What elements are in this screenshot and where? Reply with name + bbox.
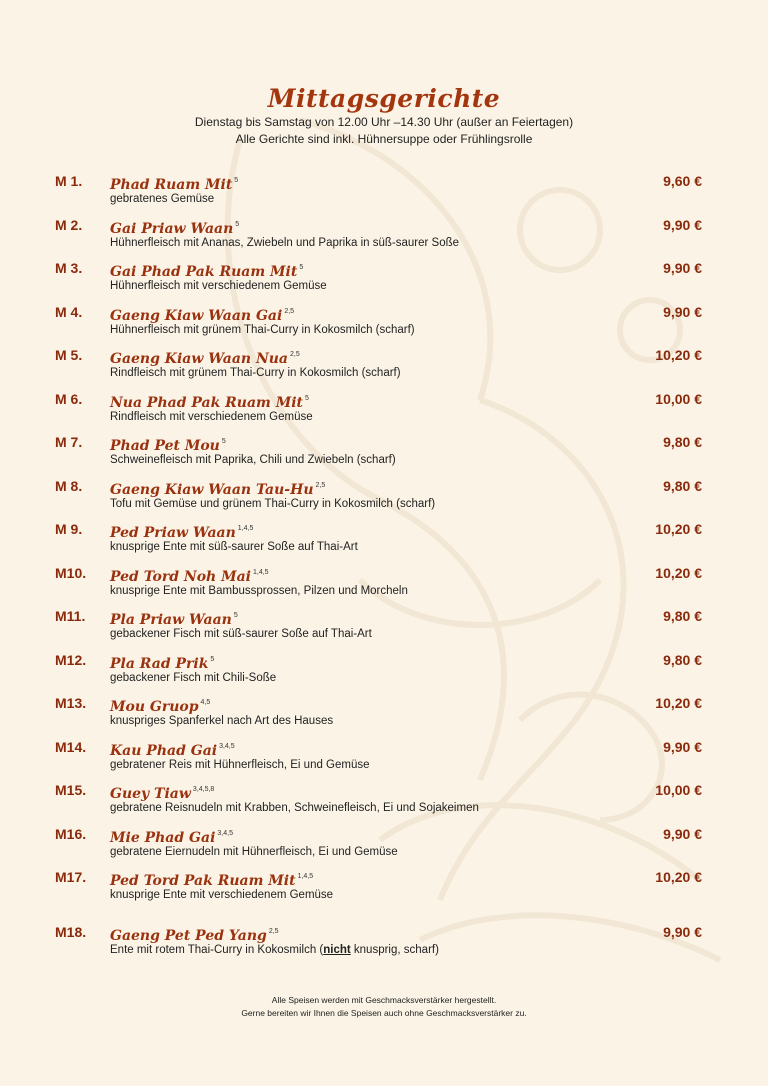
item-description: gebratene Eiernudeln mit Hühnerfleisch, Ei und Gemüse [110,845,398,858]
menu-item-m14 [0,738,768,782]
menu-item-m9 [0,520,768,564]
item-price: 9,80 € [663,608,702,624]
item-price: 9,80 € [663,434,702,450]
additive-notes: 2,5 [284,307,295,315]
item-name: Gai Priaw Waan $^5$ [110,220,240,237]
footer-line-1: Alle Speisen werden mit Geschmacksverstärker hergestellt. [271,995,497,1005]
item-description: knusprige Ente mit verschiedenem Gemüse [110,889,334,901]
item-price: 9,90 € [663,923,702,940]
item-description: knusprige Ente mit Bambussprossen, Pilzen und Morcheln [110,584,408,597]
item-code: M 1. [55,173,83,189]
item-name: Mou Gruop $^{4,5}$ [110,699,211,715]
menu-item-m18 [0,923,768,967]
item-description: knusprige Ente mit süß-saurer Soße auf Thai-Art [110,541,358,553]
item-price: 10,00 € [655,782,702,798]
additive-notes: 5 [210,655,215,663]
menu-item-m16 [0,825,768,869]
additive-notes: 3,4,5,8 [192,786,215,793]
additive-notes: 2,5 [290,351,300,358]
item-price: 10,00 € [655,390,702,407]
additive-notes: 5 [305,394,309,402]
item-description: Rindfleisch mit grünem Thai-Curry in Kokosmilch (scharf) [110,367,401,379]
item-name: Phad Pet Mou $^5$ [110,438,226,454]
additive-notes: 2,5 [268,927,279,935]
item-name: Ped Priaw Waan $^{1,4,5}$ [110,525,254,541]
item-code: M16. [55,825,87,842]
item-price: 9,90 € [663,216,702,233]
emphasis-nicht: nicht [323,943,351,956]
menu-item-m4 [0,303,768,347]
item-price: 10,20 € [655,695,702,711]
additive-notes: 5 [299,264,304,271]
item-name: Nua Phad Pak Ruam Mit $^5$ [110,394,309,411]
item-price: 9,90 € [663,260,702,276]
menu-item-m7 [0,433,768,477]
item-description: Tofu mit Gemüse und grünem Thai-Curry in Kokosmilch (scharf) [110,497,436,510]
included-note: Alle Gerichte sind inkl. Hühnersuppe oder Frühlingsrolle [235,132,533,146]
item-name: Pla Priaw Waan $^5$ [110,612,238,628]
item-code: M 3. [55,260,83,276]
item-code: M12. [55,651,87,668]
item-code: M15. [55,782,87,798]
item-code: M11. [55,608,86,624]
item-description: gebackener Fisch mit süß-saurer Soße auf Thai-Art [110,628,372,640]
item-price: 10,20 € [655,347,702,363]
item-name: Gaeng Kiaw Waan Gai $^{2,5}$ [110,307,295,324]
item-description: Hühnerfleisch mit verschiedenem Gemüse [110,280,327,292]
additive-notes: 5 [235,220,240,228]
menu-item-m10 [0,564,768,608]
item-description: gebratenes Gemüse [110,193,215,205]
item-price: 9,80 € [663,651,702,668]
item-code: M13. [55,695,87,711]
item-code: M 6. [55,390,83,407]
item-description: Ente mit rotem Thai-Curry in Kokosmilch (nicht knusprig, scharf) [110,943,439,956]
additive-notes: 5 [221,438,226,445]
additive-notes: 1,4,5 [297,873,314,880]
item-description: gebratener Reis mit Hühnerfleisch, Ei und Gemüse [110,758,370,771]
item-name: Gaeng Kiaw Waan Nua $^{2,5}$ [110,351,300,367]
item-price: 10,20 € [655,521,702,537]
item-name: Gai Phad Pak Ruam Mit $^5$ [110,264,304,280]
menu-item-m13 [0,694,768,738]
item-code: M18. [55,923,87,940]
item-description: gebratene Reisnudeln mit Krabben, Schweinefleisch, Ei und Sojakeimen [110,802,479,814]
item-description: knuspriges Spanferkel nach Art des Hauses [110,715,334,727]
additive-notes: 4,5 [200,699,211,706]
additive-notes: 5 [233,612,238,619]
menu-list [0,172,768,966]
item-description: Hühnerfleisch mit Ananas, Zwiebeln und Paprika in süß-saurer Soße [110,236,460,249]
item-price: 9,80 € [663,477,702,494]
menu-header [0,84,768,148]
item-code: M17. [55,869,87,885]
item-price: 10,20 € [655,869,702,885]
item-name: Gaeng Kiaw Waan Tau-Hu $^{2,5}$ [110,481,326,498]
item-description: Hühnerfleisch mit grünem Thai-Curry in Kokosmilch (scharf) [110,323,415,336]
item-code: M 5. [55,347,83,363]
item-code: M 9. [55,521,83,537]
item-code: M 2. [55,216,83,233]
item-price: 9,90 € [663,738,702,755]
item-price: 9,90 € [663,825,702,842]
page-title: Mittagsgerichte [267,84,501,113]
menu-item-m8 [0,477,768,521]
item-name: Guey Tiaw $^{3,4,5,8}$ [110,786,215,802]
additive-notes: 1,4,5 [252,568,269,576]
item-description: Rindfleisch mit verschiedenem Gemüse [110,410,313,423]
item-name: Phad Ruam Mit $^5$ [110,177,239,193]
item-description: gebackener Fisch mit Chili-Soße [110,671,277,684]
menu-item-m5 [0,346,768,390]
additive-notes: 1,4,5 [237,525,254,532]
service-hours: Dienstag bis Samstag von 12.00 Uhr –14.30 Uhr (außer an Feiertagen) [194,115,574,129]
item-code: M10. [55,564,87,581]
item-price: 9,90 € [663,303,702,320]
additive-notes: 3,4,5 [217,829,233,837]
item-name: Gaeng Pet Ped Yang $^{2,5}$ [110,927,279,944]
item-price: 10,20 € [655,564,702,581]
menu-item-m2 [0,216,768,260]
additive-notes: 3,4,5 [219,742,235,750]
item-price: 9,60 € [663,173,702,189]
additive-notes: 5 [234,177,239,184]
item-code: M 4. [55,303,83,320]
menu-item-m15 [0,781,768,825]
additive-notes: 2,5 [315,481,326,489]
item-code: M 7. [55,434,83,450]
item-description: Schweinefleisch mit Paprika, Chili und Zwiebeln (scharf) [110,454,396,466]
menu-item-m11 [0,607,768,651]
item-name: Mie Phad Gai $^{3,4,5}$ [110,829,233,846]
menu-item-m3 [0,259,768,303]
item-name: Kau Phad Gai $^{3,4,5}$ [110,742,235,759]
footer-line-2: Gerne bereiten wir Ihnen die Speisen auch ohne Geschmacksverstärker zu. [241,1008,527,1018]
menu-item-m12 [0,651,768,695]
menu-item-m1 [0,172,768,216]
item-code: M 8. [55,477,83,494]
item-name: Pla Rad Prik $^5$ [110,655,215,672]
menu-item-m17 [0,868,768,912]
item-name: Ped Tord Pak Ruam Mit $^{1,4,5}$ [110,873,314,889]
footer-note [0,994,768,1020]
menu-item-m6 [0,390,768,434]
item-code: M14. [55,738,87,755]
item-name: Ped Tord Noh Mai $^{1,4,5}$ [110,568,269,585]
